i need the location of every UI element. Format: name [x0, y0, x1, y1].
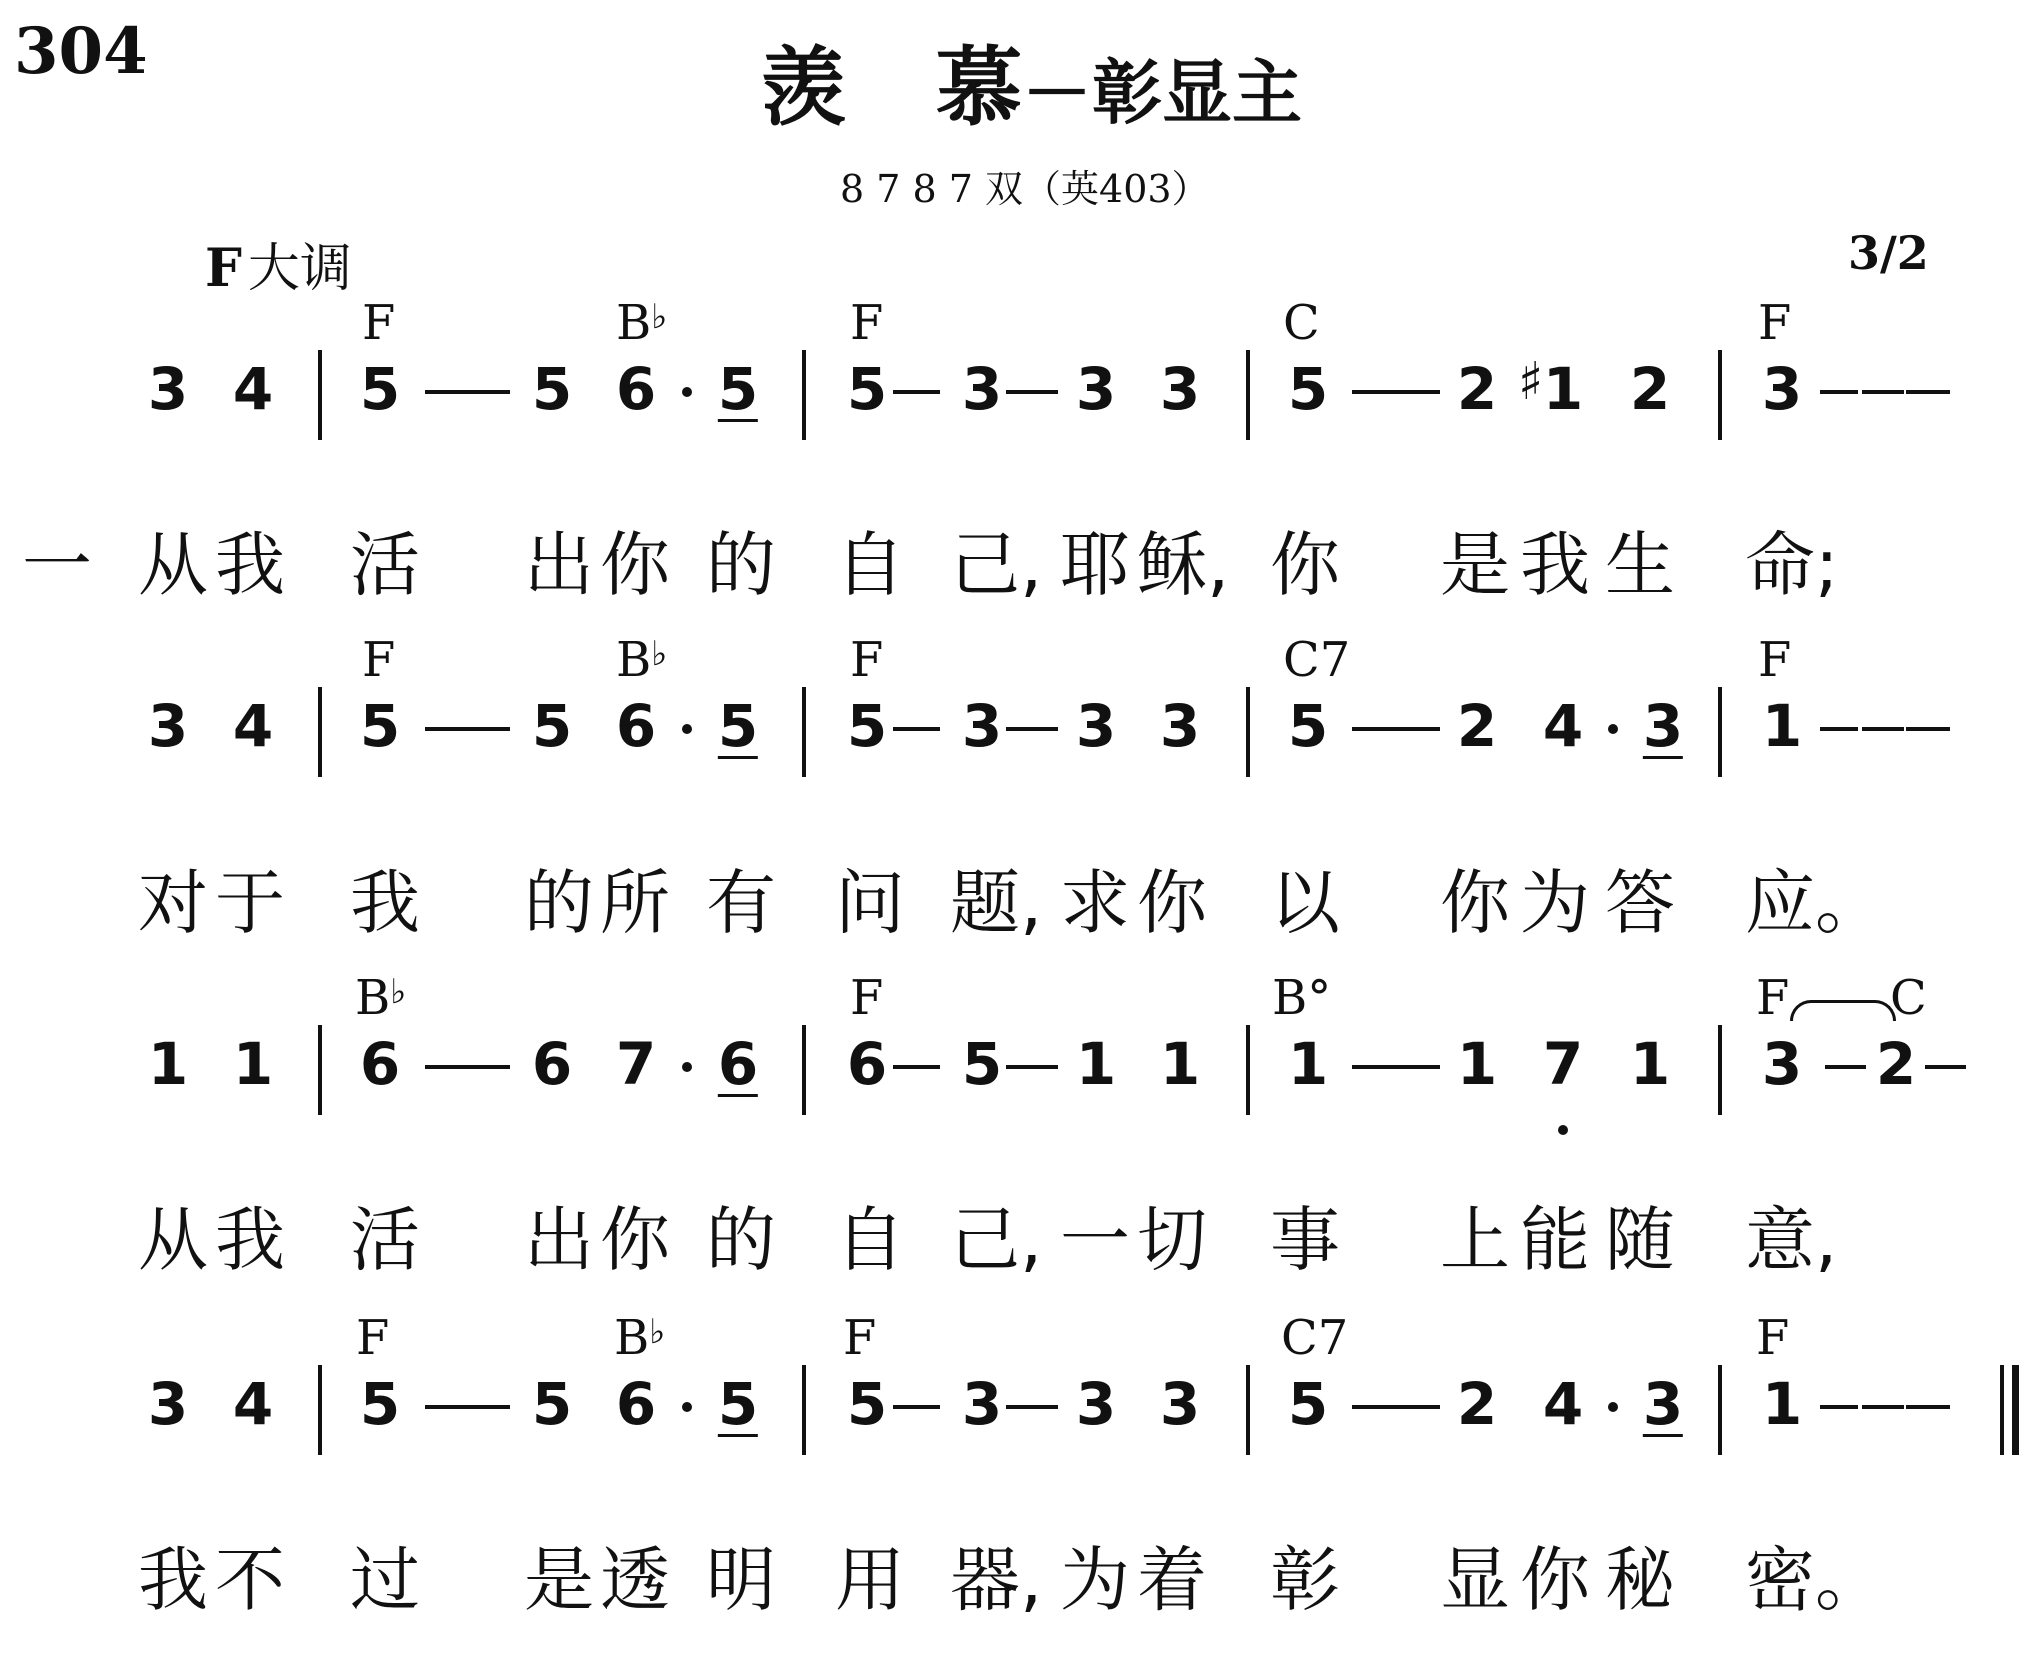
note: 5 — [1287, 692, 1329, 760]
note: 5 — [961, 1030, 1003, 1098]
lyric-syllable: 耶 — [1060, 524, 1130, 606]
barline — [318, 1025, 322, 1115]
dash-extension — [425, 727, 468, 731]
dash-extension — [1352, 1405, 1398, 1409]
barline — [1246, 1365, 1250, 1455]
lyric-syllable: 有 — [706, 862, 776, 944]
dash-extension — [1352, 727, 1398, 731]
chord-name: C — [1890, 970, 1927, 1026]
note: 6 — [615, 1370, 657, 1438]
chord-name: C7 — [1283, 632, 1351, 688]
note: 3 — [1159, 1370, 1201, 1438]
lyric-syllable: 你 — [1440, 862, 1510, 944]
dash-extension — [1862, 1405, 1904, 1409]
note: 5 — [1287, 355, 1329, 423]
note: 6 — [531, 1030, 573, 1098]
chord-symbol — [616, 295, 667, 351]
augmentation-dot — [682, 387, 692, 397]
note: 2 — [1875, 1030, 1917, 1098]
lyric-syllable: 明 — [706, 1539, 776, 1621]
low-octave-dot — [1558, 1125, 1568, 1135]
lyric-syllable: 随 — [1605, 1199, 1675, 1281]
barline — [318, 687, 322, 777]
lyric-syllable: 你 — [1270, 524, 1340, 606]
chord-name: F — [850, 295, 884, 351]
note: 2 — [1456, 692, 1498, 760]
chord-name: B — [616, 295, 652, 351]
note: 3 — [1075, 355, 1117, 423]
title-char-1: 羡 — [760, 38, 846, 138]
note: 5 — [846, 692, 888, 760]
title-subtitle: －彰显主 — [1022, 52, 1302, 134]
lyric-syllable: 的 — [706, 524, 776, 606]
lyric-syllable: 出 — [524, 524, 594, 606]
lyric-syllable: 从 — [138, 1199, 208, 1281]
note: 5 — [359, 355, 401, 423]
lyric-syllable: 事 — [1270, 1199, 1340, 1281]
lyric-syllable: 你 — [600, 524, 670, 606]
lyric-syllable: 显 — [1440, 1539, 1510, 1621]
lyric-syllable: 己, — [950, 1199, 1043, 1281]
lyric-syllable: 从 — [138, 524, 208, 606]
chord-symbol — [1283, 295, 1320, 351]
hymn-number: 304 — [14, 14, 148, 89]
dash-extension — [425, 390, 468, 394]
lyric-syllable: 命; — [1745, 524, 1839, 606]
dash-extension — [1006, 1065, 1058, 1069]
lyric-syllable: 为 — [1060, 1539, 1130, 1621]
augmentation-dot — [682, 1062, 692, 1072]
note: 3 — [961, 355, 1003, 423]
note: 1 — [1159, 1030, 1201, 1098]
lyric-syllable: 的 — [706, 1199, 776, 1281]
dash-extension — [893, 1405, 940, 1409]
lyric-syllable: 彰 — [1270, 1539, 1340, 1621]
lyric-syllable: 过 — [350, 1539, 420, 1621]
flat-sign: ♭ — [649, 1311, 666, 1352]
note: 5 — [846, 1370, 888, 1438]
dash-extension — [1925, 1065, 1966, 1069]
lyric-syllable: 你 — [1520, 1539, 1590, 1621]
dash-extension — [1906, 727, 1950, 731]
note: 1 — [1456, 1030, 1498, 1098]
note: 3 — [1159, 692, 1201, 760]
lyric-syllable: 我 — [138, 1539, 208, 1621]
chord-symbol — [356, 1310, 389, 1366]
dash-extension — [1862, 727, 1904, 731]
flat-sign: ♭ — [651, 633, 668, 674]
augmentation-dot — [1608, 1402, 1618, 1412]
note: 5 — [359, 692, 401, 760]
lyric-syllable: 生 — [1605, 524, 1675, 606]
lyric-syllable: 着 — [1137, 1539, 1207, 1621]
note: 6 — [846, 1030, 888, 1098]
dash-extension — [893, 390, 940, 394]
dash-extension — [893, 1065, 940, 1069]
lyric-syllable: 为 — [1520, 862, 1590, 944]
lyric-syllable: 不 — [215, 1539, 285, 1621]
chord-symbol — [1756, 1310, 1789, 1366]
time-signature: 3/2 — [1848, 226, 1929, 280]
dash-extension — [1906, 1405, 1950, 1409]
dash-extension — [425, 1065, 468, 1069]
dash-extension — [1006, 727, 1058, 731]
dash-extension — [1397, 1065, 1440, 1069]
barline — [802, 1365, 806, 1455]
barline — [1718, 350, 1722, 440]
chord-symbol — [850, 295, 883, 351]
chord-symbol — [1758, 295, 1791, 351]
chord-symbol — [362, 295, 395, 351]
lyric-syllable: 活 — [350, 1199, 420, 1281]
note: 5 — [531, 355, 573, 423]
lyric-syllable: 能 — [1520, 1199, 1590, 1281]
dash-extension — [1352, 1065, 1398, 1069]
lyric-syllable: 活 — [350, 524, 420, 606]
note: 6 — [615, 692, 657, 760]
chord-name: F — [850, 970, 884, 1026]
note: 2 — [1456, 1370, 1498, 1438]
key-label: 大调 — [247, 239, 352, 299]
note: 3 — [147, 355, 189, 423]
note: 6 — [359, 1030, 401, 1098]
key-letter: F — [205, 238, 242, 299]
lyric-syllable: 于 — [215, 862, 285, 944]
lyric-syllable: 密。 — [1745, 1539, 1885, 1621]
lyric-syllable: 秘 — [1605, 1539, 1675, 1621]
meter-line: 8 7 8 7 双（英403） — [840, 167, 1210, 211]
lyric-syllable: 自 — [835, 524, 905, 606]
chord-name: F — [1758, 632, 1792, 688]
chord-name: F — [843, 1310, 877, 1366]
note: 4 — [1542, 1370, 1584, 1438]
dash-extension — [1352, 390, 1398, 394]
lyric-syllable: 一 — [1060, 1199, 1130, 1281]
note: 1 — [232, 1030, 274, 1098]
chord-name: F — [1758, 295, 1792, 351]
hymn-title — [760, 18, 1302, 142]
note: 4 — [1542, 692, 1584, 760]
chord-symbol — [1283, 632, 1350, 688]
lyric-syllable: 己, — [950, 524, 1043, 606]
lyric-syllable: 以 — [1270, 862, 1340, 944]
dash-extension — [467, 727, 510, 731]
flat-sign: ♭ — [651, 296, 668, 337]
chord-name: B° — [1272, 970, 1332, 1026]
dash-extension — [1397, 727, 1440, 731]
note: 5 — [1287, 1370, 1329, 1438]
dash-extension — [1906, 390, 1950, 394]
note: 5 — [531, 692, 573, 760]
lyric-syllable: 自 — [835, 1199, 905, 1281]
lyric-syllable: 你 — [1137, 862, 1207, 944]
flat-sign: ♭ — [390, 971, 407, 1012]
lyric-syllable: 应。 — [1745, 862, 1885, 944]
dash-extension — [893, 727, 940, 731]
note: 3 — [1075, 1370, 1117, 1438]
note: 5 — [359, 1370, 401, 1438]
lyric-syllable: 稣, — [1137, 524, 1230, 606]
lyric-syllable: 问 — [835, 862, 905, 944]
note: 3 — [961, 1370, 1003, 1438]
lyric-syllable: 一 — [22, 524, 92, 606]
final-barline-thin — [2000, 1365, 2004, 1455]
chord-symbol — [843, 1310, 876, 1366]
note: 1 — [1761, 692, 1803, 760]
chord-symbol — [1756, 970, 1789, 1026]
tie-slur — [1790, 1000, 1896, 1021]
barline — [802, 1025, 806, 1115]
title-char-2: 慕 — [936, 38, 1022, 138]
note: 5 — [531, 1370, 573, 1438]
lyric-syllable: 你 — [600, 1199, 670, 1281]
chord-symbol — [850, 970, 883, 1026]
dash-extension — [1862, 390, 1904, 394]
lyric-syllable: 切 — [1137, 1199, 1207, 1281]
note: 5 — [717, 355, 759, 423]
note: 5 — [717, 1370, 759, 1438]
dash-extension — [1820, 727, 1858, 731]
note: 6 — [717, 1030, 759, 1098]
chord-symbol — [362, 632, 395, 688]
note: 4 — [232, 355, 274, 423]
chord-name: C — [1283, 295, 1320, 351]
lyric-syllable: 透 — [600, 1539, 670, 1621]
lyric-syllable: 是 — [524, 1539, 594, 1621]
note: 1 — [1761, 1370, 1803, 1438]
chord-symbol — [1272, 970, 1331, 1026]
note: 7 — [1542, 1030, 1584, 1098]
lyric-syllable: 出 — [524, 1199, 594, 1281]
chord-symbol — [850, 632, 883, 688]
note: 2 — [1456, 355, 1498, 423]
barline — [802, 687, 806, 777]
chord-name: B — [616, 632, 652, 688]
chord-name: C7 — [1281, 1310, 1349, 1366]
dash-extension — [1825, 1065, 1866, 1069]
chord-name: F — [362, 295, 396, 351]
barline — [318, 1365, 322, 1455]
lyric-syllable: 器, — [950, 1539, 1043, 1621]
note: 5 — [717, 692, 759, 760]
note: 5 — [846, 355, 888, 423]
chord-name: F — [850, 632, 884, 688]
barline — [1718, 687, 1722, 777]
barline — [1246, 350, 1250, 440]
barline — [318, 350, 322, 440]
sharp-sign: ♯ — [1518, 352, 1544, 412]
note: 1 — [1542, 355, 1584, 423]
chord-name: B — [355, 970, 391, 1026]
note: 7 — [615, 1030, 657, 1098]
note: 3 — [1761, 1030, 1803, 1098]
lyric-syllable: 我 — [215, 524, 285, 606]
dash-extension — [1820, 390, 1858, 394]
note: 3 — [1075, 692, 1117, 760]
chord-name: F — [1756, 1310, 1790, 1366]
dash-extension — [467, 390, 510, 394]
note: 3 — [1642, 692, 1684, 760]
lyric-syllable: 用 — [835, 1539, 905, 1621]
lyric-syllable: 所 — [600, 862, 670, 944]
chord-name: B — [614, 1310, 650, 1366]
note: 3 — [1642, 1370, 1684, 1438]
final-barline-thick — [2012, 1365, 2019, 1455]
lyric-syllable: 我 — [215, 1199, 285, 1281]
note: 6 — [615, 355, 657, 423]
chord-name: F — [1756, 970, 1790, 1026]
dash-extension — [1006, 390, 1058, 394]
key-signature — [205, 226, 352, 301]
barline — [1246, 687, 1250, 777]
chord-symbol — [614, 1310, 665, 1366]
barline — [802, 350, 806, 440]
chord-symbol — [616, 632, 667, 688]
chord-name: F — [362, 632, 396, 688]
dash-extension — [1820, 1405, 1858, 1409]
lyric-syllable: 答 — [1605, 862, 1675, 944]
lyric-syllable: 我 — [350, 862, 420, 944]
barline — [1246, 1025, 1250, 1115]
note: 1 — [1075, 1030, 1117, 1098]
chord-symbol — [355, 970, 406, 1026]
lyric-syllable: 对 — [138, 862, 208, 944]
note: 4 — [232, 692, 274, 760]
chord-name: F — [356, 1310, 390, 1366]
note: 3 — [1761, 355, 1803, 423]
chord-symbol — [1281, 1310, 1348, 1366]
augmentation-dot — [682, 1402, 692, 1412]
augmentation-dot — [1608, 724, 1618, 734]
dash-extension — [467, 1405, 510, 1409]
note: 4 — [232, 1370, 274, 1438]
lyric-syllable: 题, — [950, 862, 1043, 944]
dash-extension — [425, 1405, 468, 1409]
lyric-syllable: 求 — [1060, 862, 1130, 944]
chord-symbol — [1758, 632, 1791, 688]
note: 3 — [1159, 355, 1201, 423]
dash-extension — [1397, 390, 1440, 394]
lyric-syllable: 我 — [1520, 524, 1590, 606]
dash-extension — [1006, 1405, 1058, 1409]
lyric-syllable: 的 — [524, 862, 594, 944]
lyric-syllable: 上 — [1440, 1199, 1510, 1281]
barline — [1718, 1365, 1722, 1455]
augmentation-dot — [682, 724, 692, 734]
note: 1 — [1629, 1030, 1671, 1098]
note: 1 — [147, 1030, 189, 1098]
dash-extension — [467, 1065, 510, 1069]
lyric-syllable: 是 — [1440, 524, 1510, 606]
note: 3 — [147, 1370, 189, 1438]
dash-extension — [1397, 1405, 1440, 1409]
barline — [1718, 1025, 1722, 1115]
note: 3 — [961, 692, 1003, 760]
note: 2 — [1629, 355, 1671, 423]
note: 3 — [147, 692, 189, 760]
lyric-syllable: 意, — [1745, 1199, 1838, 1281]
note: 1 — [1287, 1030, 1329, 1098]
